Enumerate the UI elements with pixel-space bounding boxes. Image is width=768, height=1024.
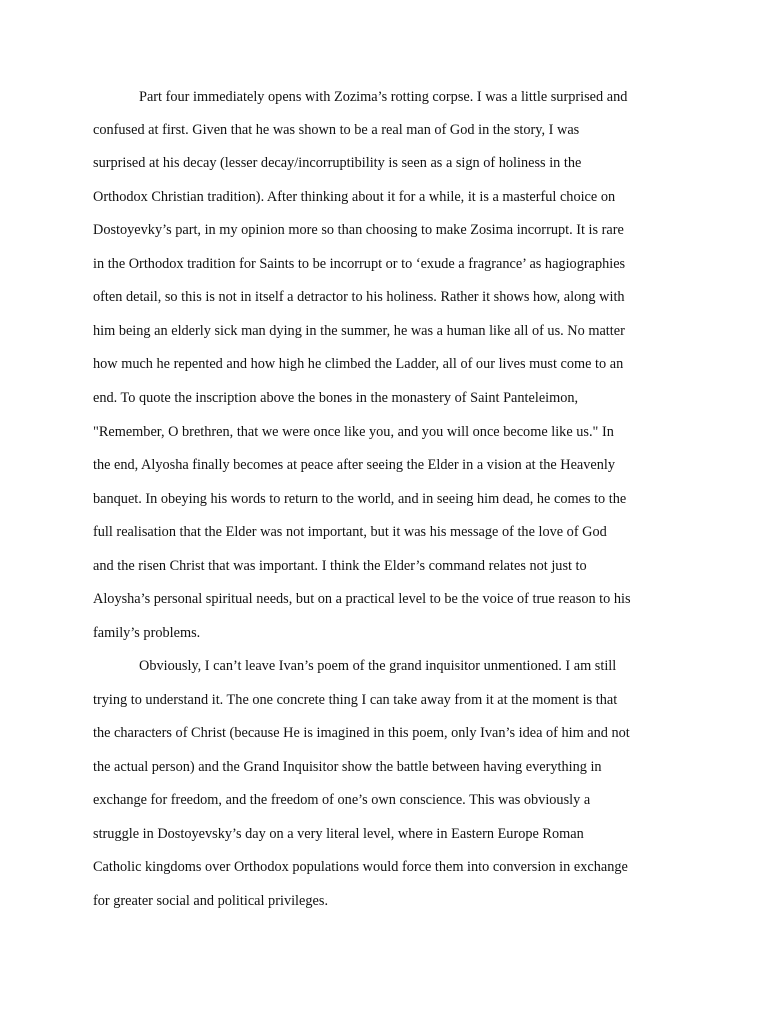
text-line: the end, Alyosha finally becomes at peace after seeing the Elder in a vision at the Heavenly (93, 457, 616, 473)
text-line: Part four immediately opens with Zozima’s rotting corpse. I was a little surprised and (139, 89, 628, 105)
text-line: Catholic kingdoms over Orthodox populations would force them into conversion in exchange (93, 859, 628, 875)
text-line: and the risen Christ that was important. I think the Elder’s command relates not just to (93, 558, 587, 574)
text-line: the actual person) and the Grand Inquisitor show the battle between having everything in (93, 759, 602, 775)
text-line: for greater social and political privileges. (93, 893, 329, 909)
text-line: "Remember, O brethren, that we were once like you, and you will once become like us." In (93, 424, 614, 440)
text-line: full realisation that the Elder was not important, but it was his message of the love of God (93, 524, 607, 540)
text-line: him being an elderly sick man dying in the summer, he was a human like all of us. No matter (93, 323, 625, 339)
text-line: surprised at his decay (lesser decay/incorruptibility is seen as a sign of holiness in the (93, 155, 582, 171)
text-line: struggle in Dostoyevsky’s day on a very literal level, where in Eastern Europe Roman (93, 826, 584, 842)
text-line: Aloysha’s personal spiritual needs, but on a practical level to be the voice of true reason to his (93, 591, 631, 607)
text-line: Obviously, I can’t leave Ivan’s poem of the grand inquisitor unmentioned. I am still (139, 658, 617, 674)
text-line: family’s problems. (93, 625, 201, 641)
text-line: Dostoyevky’s part, in my opinion more so than choosing to make Zosima incorrupt. It is rare (93, 222, 624, 238)
text-line: how much he repented and how high he climbed the Ladder, all of our lives must come to an (93, 356, 624, 372)
text-line: confused at first. Given that he was shown to be a real man of God in the story, I was (93, 122, 580, 138)
text-line: end. To quote the inscription above the bones in the monastery of Saint Panteleimon, (93, 390, 579, 406)
text-line: the characters of Christ (because He is imagined in this poem, only Ivan’s idea of him and not (93, 725, 630, 741)
text-line: in the Orthodox tradition for Saints to be incorrupt or to ‘exude a fragrance’ as hagiographies (93, 256, 626, 272)
text-line: banquet. In obeying his words to return to the world, and in seeing him dead, he comes to the (93, 491, 627, 507)
text-line: often detail, so this is not in itself a detractor to his holiness. Rather it shows how, along with (93, 289, 625, 305)
text-line: exchange for freedom, and the freedom of one’s own conscience. This was obviously a (93, 792, 591, 808)
text-line: Orthodox Christian tradition). After thinking about it for a while, it is a masterful choice on (93, 189, 616, 205)
text-line: trying to understand it. The one concrete thing I can take away from it at the moment is that (93, 692, 618, 708)
